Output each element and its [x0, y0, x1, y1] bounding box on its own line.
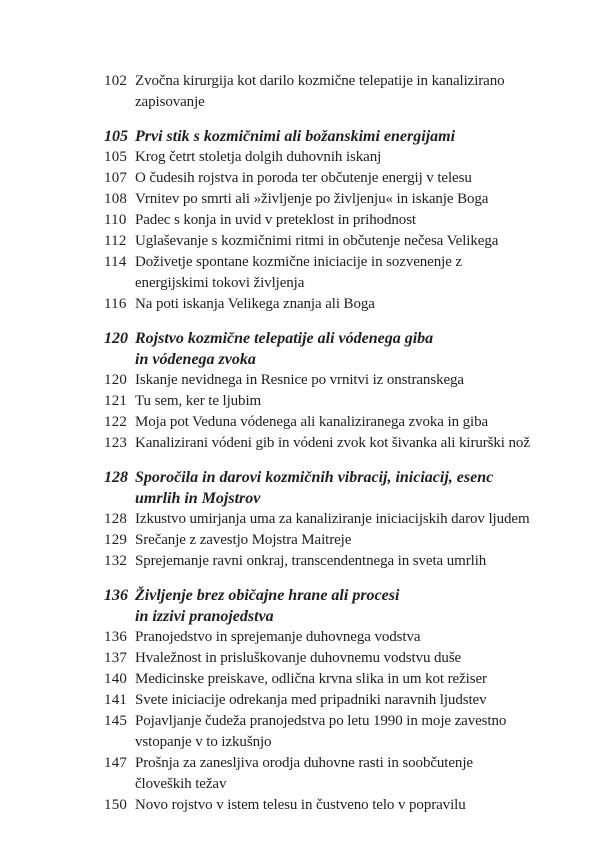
page-number: 108 — [104, 191, 128, 207]
title-line: Življenje brez običajne hrane ali procesi — [135, 587, 400, 604]
toc-entry — [104, 648, 570, 669]
title-line: Kanalizirani vódeni gib in vódeni zvok kot šivanka ali kirurški nož — [135, 435, 530, 451]
toc-entry — [104, 294, 570, 315]
toc-entry — [104, 627, 570, 648]
entry-title — [135, 627, 570, 648]
title-line: Zvočna kirurgija kot darilo kozmične telepatije in kanalizirano — [135, 73, 505, 89]
entry-title — [135, 433, 570, 454]
page-number: 128 — [104, 469, 128, 486]
title-line: Vrnitev po smrti ali »življenje po življenju« in iskanje Boga — [135, 191, 489, 207]
toc-section-heading — [104, 585, 570, 627]
entry-title — [135, 210, 570, 231]
entry-title — [135, 294, 570, 315]
entry-title — [135, 231, 570, 252]
toc-entry — [104, 210, 570, 231]
title-line: Sprejemanje ravni onkraj, transcendentnega in sveta umrlih — [135, 553, 487, 569]
entry-title — [135, 71, 570, 113]
page-number: 128 — [104, 511, 128, 527]
page-number: 105 — [104, 149, 128, 165]
page-number: 122 — [104, 414, 128, 430]
page-number: 132 — [104, 553, 128, 569]
section-title — [135, 467, 570, 509]
title-line: Doživetje spontane kozmične iniciacije in sozvenenje z — [135, 254, 462, 270]
page-number: 105 — [104, 128, 128, 145]
title-line: energijskimi tokovi življenja — [135, 275, 305, 291]
page-number: 136 — [104, 629, 128, 645]
page-number: 110 — [104, 212, 127, 228]
toc-entry — [104, 370, 570, 391]
section-title — [135, 328, 570, 370]
page-number: 147 — [104, 755, 128, 771]
entry-title — [135, 669, 570, 690]
toc-entry — [104, 551, 570, 572]
page-number: 141 — [104, 692, 128, 708]
title-line: Izkustvo umirjanja uma za kanaliziranje iniciacijskih darov ljudem — [135, 511, 530, 527]
page-number: 137 — [104, 650, 128, 666]
toc-section-heading — [104, 467, 570, 509]
title-line: Rojstvo kozmične telepatije ali vódenega giba — [135, 330, 434, 347]
toc-entry — [104, 711, 570, 753]
toc-entry — [104, 147, 570, 168]
toc-section-heading — [104, 328, 570, 370]
entry-title — [135, 690, 570, 711]
entry-title — [135, 530, 570, 551]
toc-entry — [104, 433, 570, 454]
page-number: 116 — [104, 296, 127, 312]
title-line: Uglaševanje s kozmičnimi ritmi in občutenje nečesa Velikega — [135, 233, 499, 249]
title-line: Prvi stik s kozmičnimi ali božanskimi energijami — [135, 128, 456, 145]
title-line: Srečanje z zavestjo Mojstra Maitreje — [135, 532, 352, 548]
title-line: vstopanje v to izkušnjo — [135, 734, 272, 750]
page-number: 120 — [104, 330, 128, 347]
page-number: 121 — [104, 393, 128, 409]
page-number: 150 — [104, 797, 128, 813]
title-line: Krog četrt stoletja dolgih duhovnih iskanj — [135, 149, 382, 165]
title-line: in vódenega zvoka — [135, 351, 256, 368]
title-line: zapisovanje — [135, 94, 205, 110]
title-line: Na poti iskanja Velikega znanja ali Boga — [135, 296, 375, 312]
page-number: 114 — [104, 254, 127, 270]
title-line: Iskanje nevidnega in Resnice po vrnitvi iz onstranskega — [135, 372, 464, 388]
entry-title — [135, 648, 570, 669]
page-number: 136 — [104, 587, 128, 604]
entry-title — [135, 168, 570, 189]
entry-title — [135, 753, 570, 795]
entry-title — [135, 551, 570, 572]
title-line: Pojavljanje čudeža pranojedstva po letu 1990 in moje zavestno — [135, 713, 507, 729]
entry-title — [135, 795, 570, 816]
title-line: Tu sem, ker te ljubim — [135, 393, 262, 409]
title-line: Padec s konja in uvid v preteklost in prihodnost — [135, 212, 416, 228]
toc-entry — [104, 231, 570, 252]
toc-section-heading — [104, 126, 570, 147]
toc-entry — [104, 795, 570, 816]
page-number: 123 — [104, 435, 128, 451]
page-number: 129 — [104, 532, 128, 548]
page-number: 102 — [104, 73, 128, 89]
page-number: 140 — [104, 671, 128, 687]
title-line: Prošnja za zanesljiva orodja duhovne rasti in soobčutenje — [135, 755, 473, 771]
entry-title — [135, 252, 570, 294]
toc-entry — [104, 412, 570, 433]
title-line: Medicinske preiskave, odlična krvna slika in um kot režiser — [135, 671, 487, 687]
page-number: 112 — [104, 233, 127, 249]
title-line: umrlih in Mojstrov — [135, 490, 261, 507]
title-line: in izzivi pranojedstva — [135, 608, 274, 625]
page-number: 107 — [104, 170, 128, 186]
toc-entry — [104, 252, 570, 294]
entry-title — [135, 370, 570, 391]
entry-title — [135, 147, 570, 168]
entry-title — [135, 412, 570, 433]
page-number: 145 — [104, 713, 128, 729]
title-line: Moja pot Veduna vódenega ali kanaliziranega zvoka in giba — [135, 414, 489, 430]
section-title — [135, 126, 570, 147]
toc-entry — [104, 189, 570, 210]
toc-entry — [104, 530, 570, 551]
toc-entry — [104, 690, 570, 711]
toc-entry — [104, 509, 570, 530]
toc-list — [104, 71, 570, 816]
title-line: Sporočila in darovi kozmičnih vibracij, iniciacij, esenc — [135, 469, 494, 486]
toc-entry — [104, 753, 570, 795]
title-line: Pranojedstvo in sprejemanje duhovnega vodstva — [135, 629, 421, 645]
title-line: Novo rojstvo v istem telesu in čustveno telo v popravilu — [135, 797, 466, 813]
toc-entry — [104, 391, 570, 412]
title-line: človeških težav — [135, 776, 227, 792]
title-line: O čudesih rojstva in poroda ter občutenje energij v telesu — [135, 170, 472, 186]
title-line: Hvaležnost in prisluškovanje duhovnemu vodstvu duše — [135, 650, 462, 666]
title-line: Svete iniciacije odrekanja med pripadniki naravnih ljudstev — [135, 692, 487, 708]
section-title — [135, 585, 570, 627]
entry-title — [135, 509, 570, 530]
toc-entry — [104, 669, 570, 690]
toc-entry — [104, 168, 570, 189]
entry-title — [135, 711, 570, 753]
entry-title — [135, 189, 570, 210]
page-number: 120 — [104, 372, 128, 388]
entry-title — [135, 391, 570, 412]
toc-entry — [104, 71, 570, 113]
